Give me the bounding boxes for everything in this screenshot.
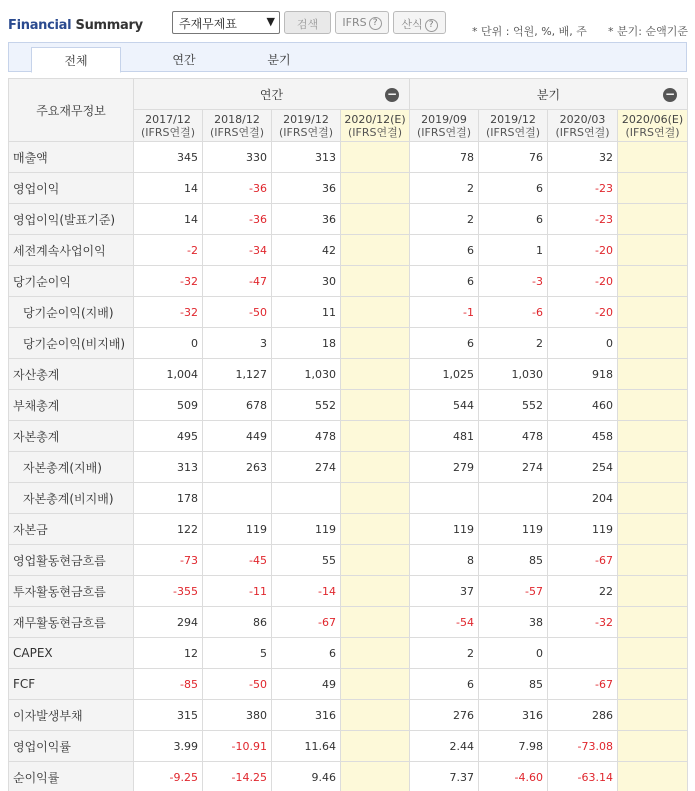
table-cell: -20 — [548, 297, 618, 328]
table-cell: 36 — [272, 204, 341, 235]
table-cell: -1 — [410, 297, 479, 328]
table-cell: 274 — [272, 452, 341, 483]
table-cell: 552 — [479, 390, 548, 421]
row-label: 영업이익률 — [9, 731, 134, 762]
table-cell: 2 — [479, 328, 548, 359]
table-cell — [618, 762, 688, 791]
period-header — [410, 110, 479, 142]
table-row — [9, 266, 688, 297]
table-row — [9, 390, 688, 421]
table-cell: 1 — [479, 235, 548, 266]
table-cell: 2.44 — [410, 731, 479, 762]
row-label: 영업활동현금흐름 — [9, 545, 134, 576]
table-cell: 313 — [134, 452, 203, 483]
table-cell: 38 — [479, 607, 548, 638]
period-header — [341, 110, 410, 142]
table-cell — [341, 390, 410, 421]
row-label: 자본총계(비지배) — [9, 483, 134, 514]
table-cell — [341, 514, 410, 545]
table-cell — [341, 576, 410, 607]
table-cell — [410, 483, 479, 514]
table-cell: 42 — [272, 235, 341, 266]
table-row — [9, 731, 688, 762]
table-cell: 478 — [272, 421, 341, 452]
table-cell — [341, 638, 410, 669]
table-cell — [341, 607, 410, 638]
table-cell: 0 — [134, 328, 203, 359]
table-cell: -6 — [479, 297, 548, 328]
table-cell: -54 — [410, 607, 479, 638]
table-cell: 460 — [548, 390, 618, 421]
table-cell: 5 — [203, 638, 272, 669]
table-cell: 313 — [272, 142, 341, 173]
group-label-quarter: 분기 — [536, 87, 561, 102]
table-cell: -20 — [548, 235, 618, 266]
table-cell: -36 — [203, 204, 272, 235]
table-row — [9, 607, 688, 638]
table-cell: 449 — [203, 421, 272, 452]
table-row — [9, 142, 688, 173]
table-cell — [618, 700, 688, 731]
table-cell: -20 — [548, 266, 618, 297]
period-basis: (IFRS연결) — [209, 125, 265, 139]
table-cell — [618, 576, 688, 607]
period-basis: (IFRS연결) — [555, 125, 610, 139]
column-header-item: 주요재무정보 — [9, 79, 134, 142]
help-icon: ? — [369, 17, 382, 30]
table-cell: 1,030 — [479, 359, 548, 390]
table-cell: -11 — [203, 576, 272, 607]
table-cell: -3 — [479, 266, 548, 297]
table-cell — [618, 731, 688, 762]
period-basis: (IFRS연결) — [625, 125, 680, 139]
period-date: 2020/03 — [559, 112, 606, 126]
table-cell — [341, 669, 410, 700]
table-cell: 274 — [479, 452, 548, 483]
table-cell: 6 — [410, 328, 479, 359]
period-basis: (IFRS연결) — [416, 125, 472, 139]
row-label: 자산총계 — [9, 359, 134, 390]
table-cell: -32 — [134, 266, 203, 297]
table-cell — [341, 545, 410, 576]
group-header-quarter — [410, 79, 688, 110]
table-cell: 458 — [548, 421, 618, 452]
help-icon: ? — [425, 19, 438, 32]
table-cell: 32 — [548, 142, 618, 173]
table-cell — [341, 328, 410, 359]
table-cell: -34 — [203, 235, 272, 266]
table-cell — [618, 328, 688, 359]
row-label: CAPEX — [9, 638, 134, 669]
table-cell: 918 — [548, 359, 618, 390]
period-basis: (IFRS연결) — [140, 125, 196, 139]
formula-label: 산식 — [401, 18, 423, 31]
table-cell: 11.64 — [272, 731, 341, 762]
table-cell — [618, 514, 688, 545]
table-cell — [618, 235, 688, 266]
row-label: 투자활동현금흐름 — [9, 576, 134, 607]
period-header — [618, 110, 688, 142]
table-cell: 286 — [548, 700, 618, 731]
table-cell: 37 — [410, 576, 479, 607]
table-cell — [203, 483, 272, 514]
table-cell: 481 — [410, 421, 479, 452]
table-row — [9, 700, 688, 731]
table-cell: 478 — [479, 421, 548, 452]
table-cell: 119 — [203, 514, 272, 545]
table-cell: 6 — [479, 173, 548, 204]
period-date: 2019/09 — [421, 112, 467, 126]
period-date: 2018/12 — [214, 112, 260, 126]
table-cell — [341, 483, 410, 514]
table-cell: 8 — [410, 545, 479, 576]
table-cell: -50 — [203, 669, 272, 700]
table-cell: 12 — [134, 638, 203, 669]
table-cell: -355 — [134, 576, 203, 607]
table-cell: 14 — [134, 173, 203, 204]
table-cell: -73.08 — [548, 731, 618, 762]
collapse-annual-icon[interactable]: − — [386, 87, 398, 101]
table-row — [9, 545, 688, 576]
period-header — [479, 110, 548, 142]
table-cell: -4.60 — [479, 762, 548, 791]
table-cell — [618, 266, 688, 297]
table-cell — [341, 235, 410, 266]
table-cell: 254 — [548, 452, 618, 483]
row-label: 부채총계 — [9, 390, 134, 421]
table-cell — [618, 204, 688, 235]
table-cell: 276 — [410, 700, 479, 731]
table-cell — [618, 607, 688, 638]
table-cell: 544 — [410, 390, 479, 421]
period-basis: (IFRS연결) — [278, 125, 334, 139]
table-cell: -14 — [272, 576, 341, 607]
table-cell: -36 — [203, 173, 272, 204]
table-cell — [618, 142, 688, 173]
table-cell — [618, 545, 688, 576]
row-label: 자본총계(지배) — [9, 452, 134, 483]
table-cell: 14 — [134, 204, 203, 235]
table-row — [9, 173, 688, 204]
row-label: 순이익률 — [9, 762, 134, 791]
table-cell: 204 — [548, 483, 618, 514]
period-header — [203, 110, 272, 142]
table-cell: 7.98 — [479, 731, 548, 762]
table-cell — [618, 638, 688, 669]
table-cell: 6 — [410, 266, 479, 297]
table-cell: 0 — [479, 638, 548, 669]
ifrs-button[interactable] — [335, 11, 389, 34]
table-row — [9, 297, 688, 328]
table-cell — [341, 204, 410, 235]
table-row — [9, 514, 688, 545]
row-label: FCF — [9, 669, 134, 700]
table-cell: 22 — [548, 576, 618, 607]
table-cell — [341, 731, 410, 762]
table-cell: 119 — [548, 514, 618, 545]
table-cell — [618, 173, 688, 204]
table-cell: -67 — [548, 669, 618, 700]
period-basis: (IFRS연결) — [485, 125, 541, 139]
table-cell: -10.91 — [203, 731, 272, 762]
period-tabs — [8, 42, 687, 72]
table-cell: 18 — [272, 328, 341, 359]
table-cell: 2 — [410, 204, 479, 235]
table-cell — [618, 669, 688, 700]
table-cell: -85 — [134, 669, 203, 700]
row-label: 영업이익(발표기준) — [9, 204, 134, 235]
table-row — [9, 576, 688, 607]
table-cell: -47 — [203, 266, 272, 297]
table-cell — [618, 390, 688, 421]
table-cell: 6 — [272, 638, 341, 669]
period-header — [272, 110, 341, 142]
table-cell: 122 — [134, 514, 203, 545]
table-cell — [618, 421, 688, 452]
table-cell: 3.99 — [134, 731, 203, 762]
row-label: 재무활동현금흐름 — [9, 607, 134, 638]
group-label-annual: 연간 — [259, 87, 284, 102]
table-cell: 330 — [203, 142, 272, 173]
group-header-annual — [134, 79, 410, 110]
period-header — [548, 110, 618, 142]
table-cell: -63.14 — [548, 762, 618, 791]
period-basis: (IFRS연결) — [347, 125, 403, 139]
period-date: 2019/12 — [283, 112, 329, 126]
table-row — [9, 638, 688, 669]
table-cell: 315 — [134, 700, 203, 731]
period-date: 2020/06(E) — [621, 112, 684, 126]
table-cell: 11 — [272, 297, 341, 328]
table-row — [9, 669, 688, 700]
statement-type-select[interactable] — [172, 11, 280, 34]
tab-quarterly[interactable]: 분기 — [267, 53, 291, 67]
quarter-basis-note: * 분기: 순액기준 — [608, 25, 688, 38]
table-cell: 1,025 — [410, 359, 479, 390]
ifrs-label: IFRS — [342, 16, 367, 29]
table-cell — [341, 452, 410, 483]
table-cell: -57 — [479, 576, 548, 607]
statement-type-value: 주재무제표 — [179, 17, 237, 31]
table-row — [9, 204, 688, 235]
table-row — [9, 452, 688, 483]
table-cell: -45 — [203, 545, 272, 576]
table-cell: 119 — [479, 514, 548, 545]
unit-note: * 단위 : 억원, %, 배, 주 — [472, 25, 587, 38]
table-cell: -67 — [548, 545, 618, 576]
table-cell: 316 — [272, 700, 341, 731]
table-cell — [341, 762, 410, 791]
table-cell: 0 — [548, 328, 618, 359]
table-cell: 2 — [410, 173, 479, 204]
table-cell — [341, 173, 410, 204]
table-cell: 30 — [272, 266, 341, 297]
table-cell: 119 — [410, 514, 479, 545]
table-cell: 55 — [272, 545, 341, 576]
title-part-2: Summary — [71, 18, 143, 33]
tab-annual[interactable]: 연간 — [172, 53, 196, 67]
table-cell: -32 — [548, 607, 618, 638]
table-cell: -23 — [548, 173, 618, 204]
financial-summary-table — [8, 78, 688, 791]
table-cell: 1,004 — [134, 359, 203, 390]
table-cell: 85 — [479, 545, 548, 576]
table-cell: -67 — [272, 607, 341, 638]
table-cell: -50 — [203, 297, 272, 328]
table-row — [9, 359, 688, 390]
table-cell: 76 — [479, 142, 548, 173]
table-row — [9, 483, 688, 514]
table-cell — [341, 142, 410, 173]
period-date: 2020/12(E) — [344, 112, 406, 126]
period-date: 2017/12 — [145, 112, 191, 126]
table-cell: 380 — [203, 700, 272, 731]
table-cell: 2 — [410, 638, 479, 669]
chevron-down-icon: ▼ — [266, 15, 275, 28]
table-cell: 316 — [479, 700, 548, 731]
row-label: 당기순이익 — [9, 266, 134, 297]
row-label: 이자발생부채 — [9, 700, 134, 731]
table-cell: -2 — [134, 235, 203, 266]
row-label: 매출액 — [9, 142, 134, 173]
table-cell: 6 — [410, 235, 479, 266]
table-cell: 1,030 — [272, 359, 341, 390]
table-cell: 345 — [134, 142, 203, 173]
table-cell — [548, 638, 618, 669]
table-cell: -14.25 — [203, 762, 272, 791]
table-cell — [618, 483, 688, 514]
table-cell: -32 — [134, 297, 203, 328]
table-cell — [341, 359, 410, 390]
table-cell: 3 — [203, 328, 272, 359]
table-cell — [479, 483, 548, 514]
period-date: 2019/12 — [490, 112, 536, 126]
table-cell — [341, 297, 410, 328]
table-cell: 294 — [134, 607, 203, 638]
table-cell: 509 — [134, 390, 203, 421]
table-cell: 495 — [134, 421, 203, 452]
table-row — [9, 235, 688, 266]
table-cell: -73 — [134, 545, 203, 576]
row-label: 세전계속사업이익 — [9, 235, 134, 266]
table-cell: 552 — [272, 390, 341, 421]
table-cell: 85 — [479, 669, 548, 700]
table-cell: 6 — [479, 204, 548, 235]
table-cell — [341, 700, 410, 731]
table-cell: 36 — [272, 173, 341, 204]
table-row — [9, 421, 688, 452]
table-cell: 78 — [410, 142, 479, 173]
table-row — [9, 328, 688, 359]
row-label: 당기순이익(지배) — [9, 297, 134, 328]
table-cell — [341, 266, 410, 297]
table-cell — [272, 483, 341, 514]
row-label: 자본총계 — [9, 421, 134, 452]
table-cell: 86 — [203, 607, 272, 638]
page-title — [8, 18, 143, 33]
formula-button[interactable] — [393, 11, 446, 34]
row-label: 영업이익 — [9, 173, 134, 204]
table-row — [9, 762, 688, 791]
table-cell: 49 — [272, 669, 341, 700]
collapse-quarter-icon[interactable]: − — [664, 87, 676, 101]
table-cell: 9.46 — [272, 762, 341, 791]
row-label: 자본금 — [9, 514, 134, 545]
table-cell — [618, 359, 688, 390]
table-cell: 7.37 — [410, 762, 479, 791]
table-cell: 178 — [134, 483, 203, 514]
table-cell: -23 — [548, 204, 618, 235]
table-cell: 6 — [410, 669, 479, 700]
row-label: 당기순이익(비지배) — [9, 328, 134, 359]
table-cell: 678 — [203, 390, 272, 421]
period-header — [134, 110, 203, 142]
table-cell — [618, 297, 688, 328]
header — [0, 0, 695, 42]
table-cell: 263 — [203, 452, 272, 483]
table-cell — [341, 421, 410, 452]
title-part-1: Financial — [8, 18, 72, 33]
table-cell: 119 — [272, 514, 341, 545]
table-cell: -9.25 — [134, 762, 203, 791]
tab-all[interactable]: 전체 — [31, 47, 121, 73]
table-cell: 1,127 — [203, 359, 272, 390]
table-cell — [618, 452, 688, 483]
search-button[interactable]: 검색 — [284, 11, 331, 34]
table-cell: 279 — [410, 452, 479, 483]
